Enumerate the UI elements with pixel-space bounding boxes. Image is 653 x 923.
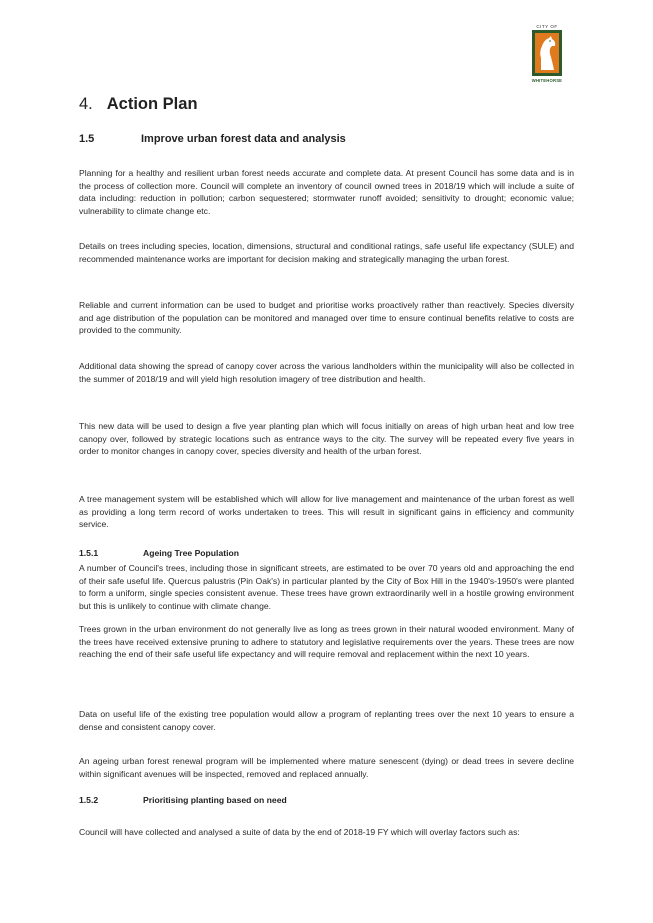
subsection-heading-1-5-1 xyxy=(79,548,239,558)
logo-brand-text: WHITEHORSE xyxy=(531,78,563,83)
section-number: 4. xyxy=(79,95,93,113)
section-heading xyxy=(79,95,198,114)
paragraph-urban-environment: Trees grown in the urban environment do not generally live as long as trees grown in their natural wooded environment. Many of the trees have received extensive pruning to adhere to statutory and legislative requirements over the years. These trees are now reaching the end of their safe useful life expectancy and will require removal and replacement within the next 10 years. xyxy=(79,624,574,660)
subsection-title: Prioritising planting based on need xyxy=(143,795,287,805)
paragraph-planting-plan: This new data will be used to design a five year planting plan which will focus initially on areas of high urban heat and low tree canopy over, followed by strategic locations such as entrance ways to the city. The survey will be repeated every five years in order to monitor changes in canopy cover, species diversity and health of the urban forest. xyxy=(79,421,574,457)
paragraph-useful-life: Data on useful life of the existing tree population would allow a program of replanting trees over the next 10 years to ensure a dense and consistent canopy cover. xyxy=(79,709,574,732)
subsection-title: Ageing Tree Population xyxy=(143,548,239,558)
subsection-heading-1-5 xyxy=(79,133,346,145)
subsection-number: 1.5 xyxy=(79,133,95,145)
subsection-number: 1.5.1 xyxy=(79,548,99,558)
paragraph-data-accuracy: Planning for a healthy and resilient urban forest needs accurate and complete data. At present Council has some data and is in the process of collection more. Council will complete an inventory of council owned trees in 2018/19 which will include a suite of data including: reduction in pollution; carbon sequestered; stormwater runoff avoided; sensitivity to drought; economic value; vulnerability to climate change etc. xyxy=(79,168,574,216)
paragraph-ageing-trees: A number of Council's trees, including those in significant streets, are estimated to be over 70 years old and approaching the end of their safe useful life. Quercus palustris (Pin Oak's) in particular planted by the City of Box Hill in the 1940's-1950's were planted to form a uniform, single species consistent avenue. These trees have grown extraordinarily well in a hostile growing environment but this is unlikely to continue with climate change. xyxy=(79,563,574,611)
horse-shield-icon xyxy=(532,30,562,76)
paragraph-tree-details: Details on trees including species, location, dimensions, structural and conditional ratings, safe useful life expectancy (SULE) and recommended maintenance works are important for decision making and strategically managing the urban forest. xyxy=(79,241,574,264)
logo-top-text: CITY OF xyxy=(536,24,558,29)
city-logo xyxy=(528,24,566,86)
paragraph-tree-management-system: A tree management system will be established which will allow for live management and maintenance of the urban forest as well as providing a long term record of works undertaken to trees. This will result in significant gains in efficiency and community service. xyxy=(79,494,574,530)
paragraph-renewal-program: An ageing urban forest renewal program will be implemented where mature senescent (dying) or dead trees in severe decline within significant avenues will be inspected, removed and replaced annually. xyxy=(79,756,574,779)
subsection-heading-1-5-2 xyxy=(79,795,287,805)
subsection-number: 1.5.2 xyxy=(79,795,99,805)
paragraph-prioritising: Council will have collected and analysed a suite of data by the end of 2018-19 FY which will overlay factors such as: xyxy=(79,827,520,837)
paragraph-reliable-info: Reliable and current information can be used to budget and prioritise works proactively rather than reactively. Species diversity and age distribution of the population can be monitored and managed over time to ensure continual benefits relative to costs are provided to the community. xyxy=(79,300,574,336)
paragraph-canopy-data: Additional data showing the spread of canopy cover across the various landholders within the municipality will also be collected in the summer of 2018/19 and will yield high resolution imagery of tree distribution and health. xyxy=(79,361,574,384)
subsection-title: Improve urban forest data and analysis xyxy=(141,133,346,145)
section-title: Action Plan xyxy=(106,95,198,113)
